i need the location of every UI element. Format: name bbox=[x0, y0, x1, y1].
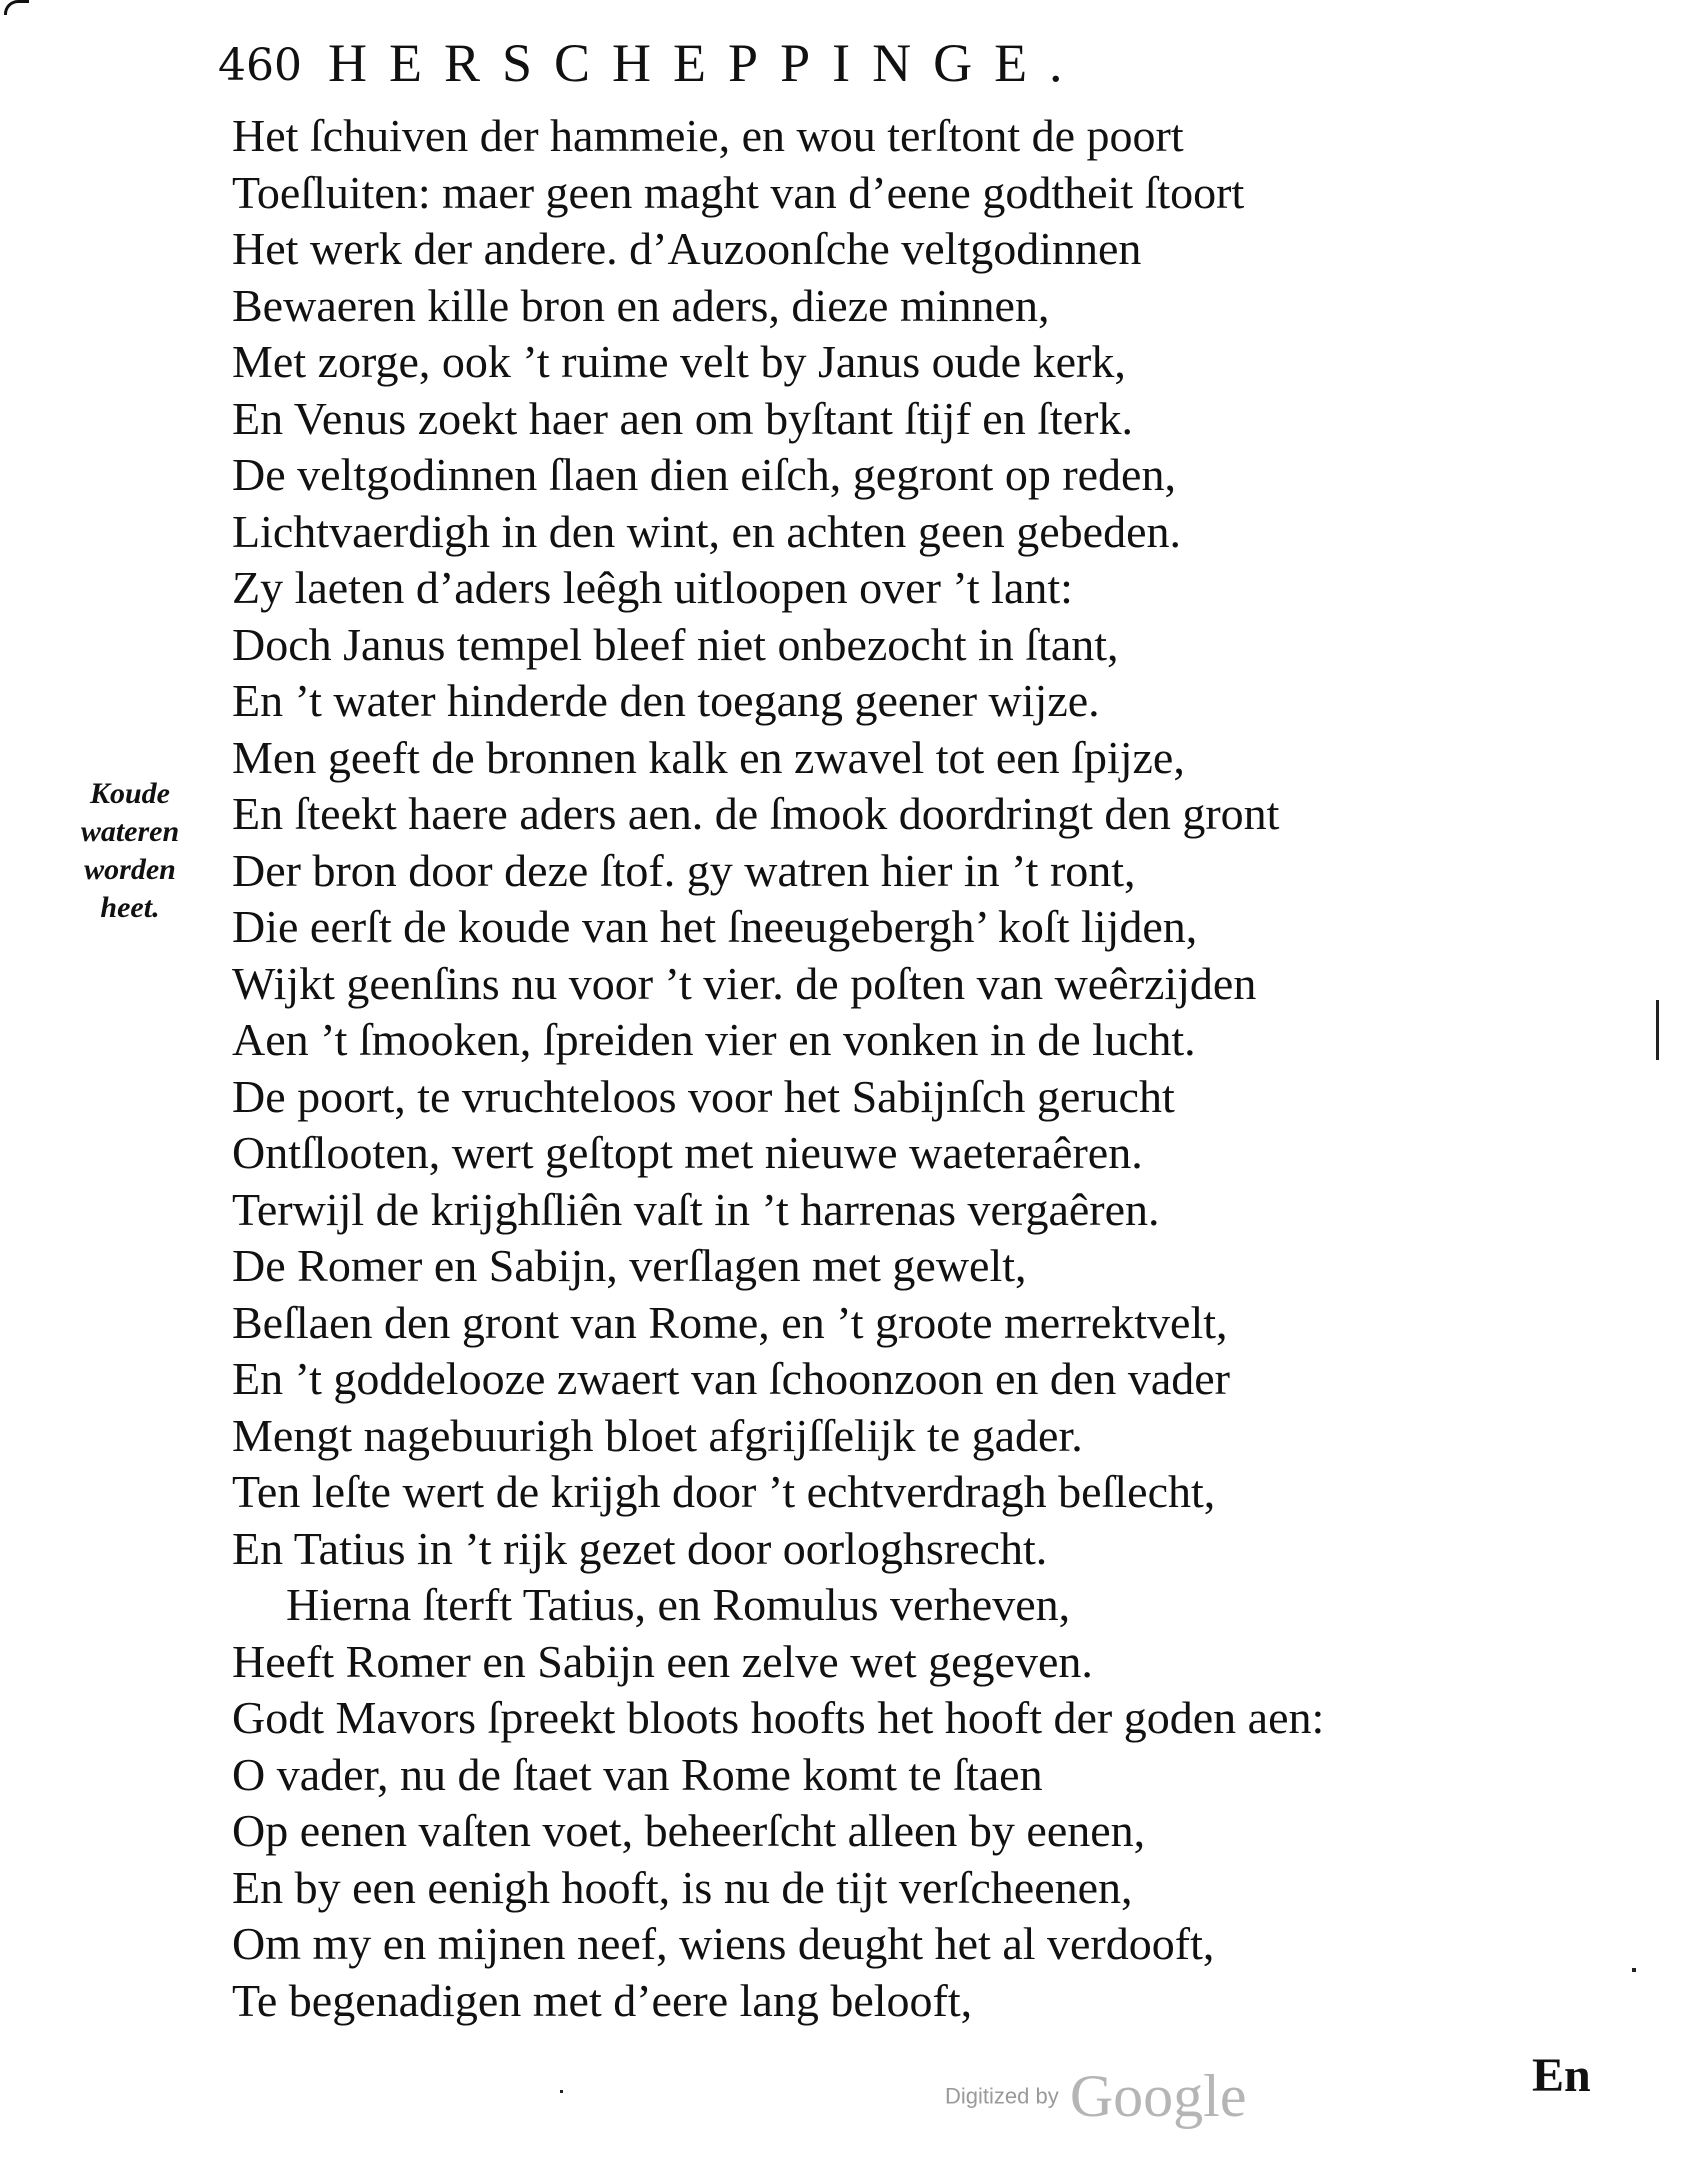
verse-line: Toeſluiten: maer geen maght van d’eene godtheit ſtoort bbox=[232, 166, 1245, 218]
catchword: En bbox=[1532, 2049, 1591, 2102]
marginal-note-line: wateren bbox=[80, 815, 180, 848]
ink-speck bbox=[560, 2090, 563, 2093]
verse-line: De Romer en Sabijn, verſlagen met gewelt, bbox=[232, 1240, 1027, 1291]
verse-line: Die eerſt de koude van het ſneeugebergh’ koſt lijden, bbox=[232, 901, 1198, 952]
verse-line: En ’t water hinderde den toegang geener wijze. bbox=[232, 675, 1100, 726]
verse-line: Heeft Romer en Sabijn een zelve wet gegeven. bbox=[232, 1635, 1093, 1687]
verse-line: Mengt nagebuurigh bloet afgrijſſelijk te gader. bbox=[232, 1409, 1083, 1461]
ink-speck bbox=[1656, 1000, 1659, 1060]
verse-line: Godt Mavors ſpreekt bloots hoofts het hooft der goden aen: bbox=[232, 1692, 1325, 1743]
verse-line: En Venus zoekt haer aen om byſtant ſtijf en ſterk. bbox=[232, 392, 1133, 444]
verse-line: De poort, te vruchteloos voor het Sabijnſch gerucht bbox=[232, 1070, 1175, 1122]
verse-line: Te begenadigen met d’eere lang belooft, bbox=[232, 1974, 973, 2026]
verse-line: Terwijl de krijghſliên vaſt in ’t harrenas vergaêren. bbox=[232, 1183, 1160, 1235]
verse-line: En ſteekt haere aders aen. de ſmook doordringt den gront bbox=[232, 788, 1280, 839]
verse-line: Hierna ſterft Tatius, en Romulus verheven, bbox=[286, 1579, 1071, 1630]
verse-line: Met zorge, ook ’t ruime velt by Janus oude kerk, bbox=[232, 336, 1126, 387]
watermark-brand: Google bbox=[1069, 2063, 1247, 2129]
verse-line: En Tatius in ’t rijk gezet door oorloghsrecht. bbox=[232, 1522, 1048, 1574]
verse-line: O vader, nu de ſtaet van Rome komt te ſtaen bbox=[232, 1748, 1043, 1800]
page-number: 460 bbox=[218, 40, 302, 91]
verse-line: Om my en mijnen neef, wiens deught het al verdooft, bbox=[232, 1918, 1215, 1969]
running-title: HERSCHEPPINGE. bbox=[328, 33, 1085, 93]
verse-line: Ontſlooten, wert geſtopt met nieuwe waeteraêren. bbox=[232, 1127, 1143, 1178]
verse-text bbox=[232, 108, 1562, 2029]
verse-line: Bewaeren kille bron en aders, dieze minnen, bbox=[232, 279, 1050, 331]
verse-line: Het ſchuiven der hammeie, en wou terſtont de poort bbox=[232, 110, 1184, 161]
verse-line: En ’t goddelooze zwaert van ſchoonzoon en den vader bbox=[232, 1353, 1230, 1404]
watermark-prefix: Digitized by bbox=[945, 2083, 1059, 2109]
page-header bbox=[218, 32, 1398, 102]
marginal-note-line: Koude bbox=[89, 777, 170, 810]
verse-line: Zy laeten d’aders leêgh uitloopen over ’t lant: bbox=[232, 562, 1073, 613]
verse-line: De veltgodinnen ſlaen dien eiſch, gegront op reden, bbox=[232, 449, 1176, 500]
ink-speck bbox=[1632, 1968, 1636, 1972]
verse-line: Aen ’t ſmooken, ſpreiden vier en vonken in de lucht. bbox=[232, 1014, 1196, 1065]
verse-line: Het werk der andere. d’Auzoonſche veltgodinnen bbox=[232, 223, 1142, 274]
page-corner-mark bbox=[4, 0, 29, 15]
verse-line: Lichtvaerdigh in den wint, en achten geen gebeden. bbox=[232, 505, 1182, 557]
verse-line: Ten leſte wert de krijgh door ’t echtverdragh beſlecht, bbox=[232, 1466, 1216, 1517]
verse-line: Wijkt geenſins nu voor ’t vier. de poſten van weêrzijden bbox=[232, 957, 1257, 1009]
verse-line: En by een eenigh hooft, is nu de tijt verſcheenen, bbox=[232, 1861, 1133, 1913]
digitized-watermark bbox=[945, 2062, 1246, 2132]
marginal-note-line: heet. bbox=[100, 891, 160, 924]
verse-line: Op eenen vaſten voet, beheerſcht alleen by eenen, bbox=[232, 1805, 1146, 1856]
verse-line: Beſlaen den gront van Rome, en ’t groote merrektvelt, bbox=[232, 1296, 1228, 1348]
verse-line: Doch Janus tempel bleef niet onbezocht in ſtant, bbox=[232, 618, 1119, 670]
verse-line: Der bron door deze ſtof. gy watren hier in ’t ront, bbox=[232, 844, 1136, 896]
verse-line: Men geeft de bronnen kalk en zwavel tot een ſpijze, bbox=[232, 731, 1185, 783]
marginal-note-line: worden bbox=[84, 853, 176, 886]
marginal-note bbox=[60, 775, 200, 927]
